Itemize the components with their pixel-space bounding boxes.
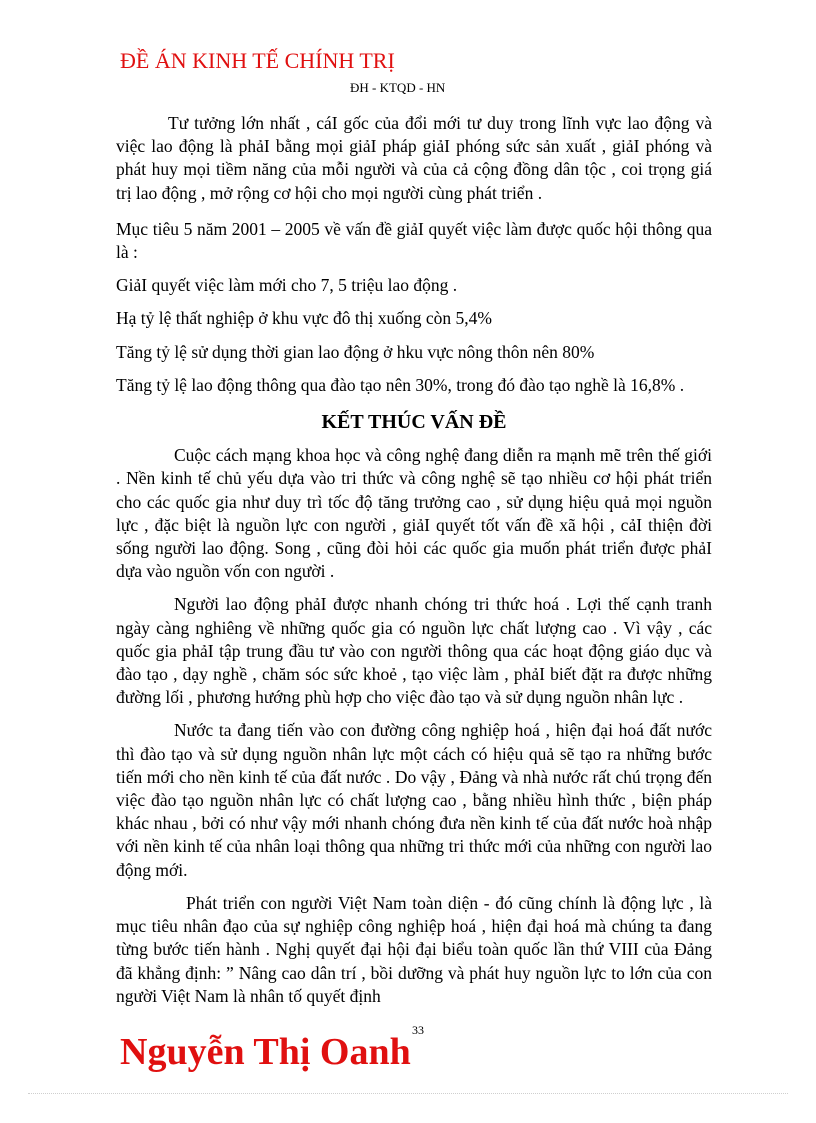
footer-divider (28, 1093, 788, 1094)
goal-item-4: Tăng tỷ lệ lao động thông qua đào tạo nên 30%, trong đó đào tạo nghề là 16,8% . (116, 374, 685, 395)
goal-item-1: GiảI quyết việc làm mới cho 7, 5 triệu lao động . (116, 275, 458, 296)
body-paragraph-4: Phát triển con người Việt Nam toàn diện - đó cũng chính là động lực , là mục tiêu nhân đạo của sự nghiệp công nghiệp hoá , hiện đại hoá mà chúng ta đang từng bước tiến hành . Nghị quyết đại hội đại biểu toàn quốc lần thứ VIII của Đảng đã khẳng định: ” Nâng cao dân trí , bồi dưỡng và phát huy nguồn lực to lớn của con người Việt Nam là nhân tố quyết định (116, 892, 712, 1006)
goal-paragraph (116, 218, 712, 264)
goal-item-2: Hạ tỷ lệ thất nghiệp ở khu vực đô thị xuống còn 5,4% (116, 308, 492, 329)
document-title: ĐỀ ÁN KINH TẾ CHÍNH TRỊ (120, 48, 395, 73)
page-number: 33 (412, 1023, 424, 1037)
body-paragraph-2: Người lao động phảI được nhanh chóng tri thức hoá . Lợi thế cạnh tranh ngày càng nghiêng về những quốc gia có nguồn lực chất lượng cao . Vì vậy , các quốc gia phảI tập trung đầu tư vào con người thông qua các hoạt động giáo dục và đào tạo , dạy nghề , chăm sóc sức khoẻ , tạo việc làm , phảI biết đặt ra được những đường lối , phương hướng phù hợp cho việc đào tạo và sử dụng nguồn nhân lực . (116, 594, 712, 708)
goal-item-3: Tăng tỷ lệ sử dụng thời gian lao động ở hku vực nông thôn nên 80% (116, 341, 595, 362)
goal-text: Mục tiêu 5 năm 2001 – 2005 về vấn đề giảI quyết việc làm được quốc hội thông qua là : (116, 218, 712, 263)
body-paragraph-1: Cuộc cách mạng khoa học và công nghệ đang diễn ra mạnh mẽ trên thế giới . Nền kinh tế chủ yếu dựa vào tri thức và công nghệ sẽ tạo nhiều cơ hội phát triển cho các quốc gia như duy trì tốc độ tăng trưởng cao , sử dụng hiệu quả mọi nguồn lực , đặc biệt là nguồn lực con người , giảI quyết tốt vấn đề xã hội , cảI thiện đời sống người lao động. Song , cũng đòi hỏi các quốc gia muốn phát triển được phảI dựa vào nguồn vốn con người . (116, 445, 712, 582)
document-body (116, 112, 712, 1018)
body-paragraph-3: Nước ta đang tiến vào con đường công nghiệp hoá , hiện đại hoá đất nước thì đào tạo và sử dụng nguồn nhân lực một cách có hiệu quả sẽ tạo ra những bước tiến mới cho nền kinh tế của đất nước . Do vậy , Đảng và nhà nước rất chú trọng đến việc đào tạo nguồn nhân lực có chất lượng cao , bằng nhiều hình thức , biện pháp khác nhau , bởi có như vậy mới nhanh chóng đưa nền kinh tế của đất nước hoà nhập với nền kinh tế của nhân loại thông qua những tri thức mới của những con người lao động mới. (116, 720, 712, 880)
author-name: Nguyễn Thị Oanh (120, 1031, 411, 1073)
intro-paragraph: Tư tưởng lớn nhất , cáI gốc của đổi mới tư duy trong lĩnh vực lao động và việc lao động là phảI bằng mọi giảI pháp giảI phóng sức sản xuất , giảI phóng và phát huy mọi tiềm năng của mỗi người và của cả cộng đồng dân tộc , coi trọng giá trị lao động , mở rộng cơ hội cho mọi người cùng phát triển . (116, 113, 712, 203)
document-subtitle: ĐH - KTQD - HN (350, 80, 446, 95)
section-heading: KẾT THÚC VẤN ĐỀ (321, 411, 507, 434)
